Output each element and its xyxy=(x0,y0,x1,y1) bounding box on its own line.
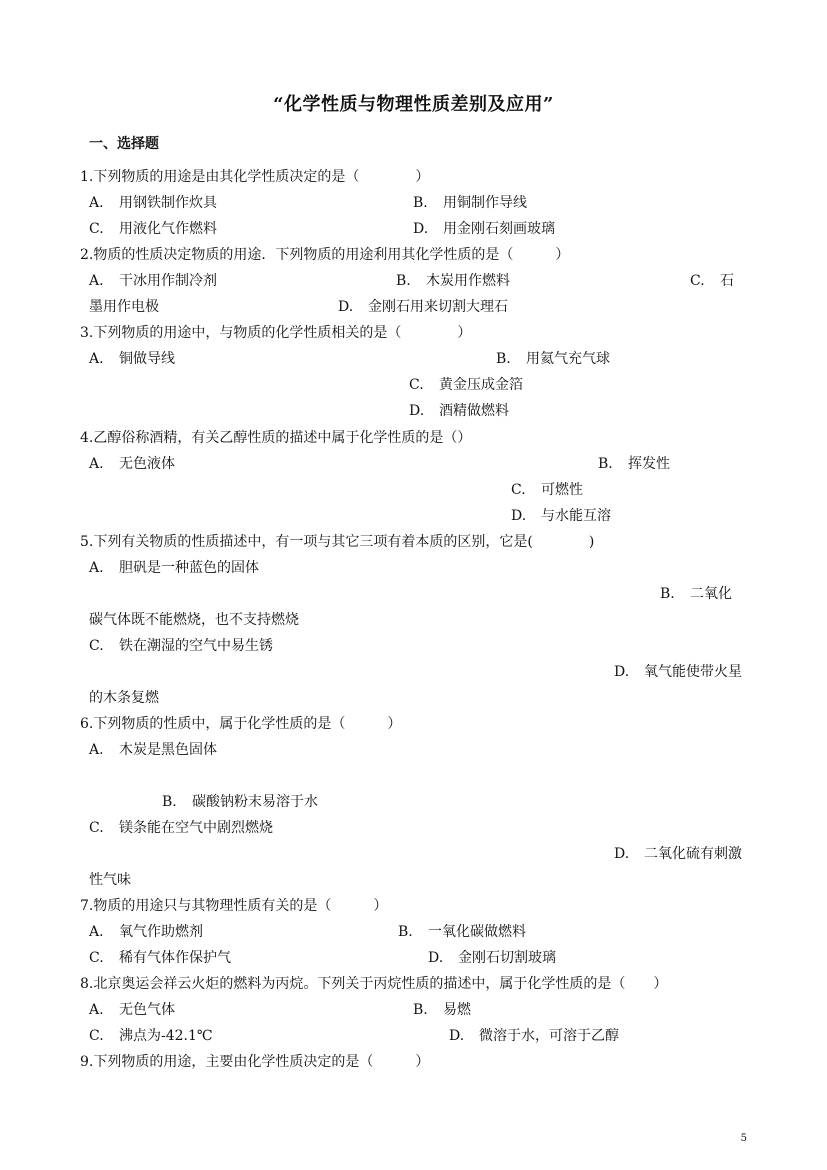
option-letter: B. xyxy=(413,195,428,211)
option-text: 用液化气作燃料 xyxy=(119,221,217,237)
option-letter: A. xyxy=(89,742,104,758)
option-letter: D. xyxy=(428,950,444,966)
q2-option-d[interactable] xyxy=(338,298,508,316)
option-letter: C. xyxy=(89,638,104,654)
option-text: 黄金压成金箔 xyxy=(439,377,523,393)
option-letter: D. xyxy=(409,403,425,419)
q2-option-b[interactable] xyxy=(396,272,510,290)
q5-option-d-continued: 的木条复燃 xyxy=(89,690,159,706)
document-title: “化学性质与物理性质差别及应用” xyxy=(273,94,554,115)
option-letter: C. xyxy=(89,950,104,966)
option-text: 金刚石用来切割大理石 xyxy=(368,299,508,315)
q5-option-b[interactable] xyxy=(660,585,732,603)
q3-option-d[interactable] xyxy=(409,402,509,420)
q8-option-c[interactable] xyxy=(89,1027,213,1045)
option-text: 干冰用作制冷剂 xyxy=(119,273,217,289)
q8-option-b[interactable] xyxy=(413,1001,471,1019)
option-text: 氧气作助燃剂 xyxy=(119,924,203,940)
q1-option-d[interactable] xyxy=(413,220,555,238)
option-letter: B. xyxy=(413,1002,428,1018)
question-2-stem: 2.物质的性质决定物质的用途．下列物质的用途利用其化学性质的是（ ） xyxy=(80,247,570,263)
q4-option-b[interactable] xyxy=(598,455,670,473)
option-text: 与水能互溶 xyxy=(541,508,611,524)
q5-option-a[interactable] xyxy=(89,559,259,577)
q6-option-c[interactable] xyxy=(89,819,273,837)
option-text: 易燃 xyxy=(443,1002,471,1018)
option-letter: A. xyxy=(89,924,104,940)
question-8-stem: 8.北京奥运会祥云火炬的燃料为丙烷。下列关于丙烷性质的描述中，属于化学性质的是（ ） xyxy=(80,976,668,992)
option-letter: B. xyxy=(660,586,675,602)
question-3-stem: 3.下列物质的用途中，与物质的化学性质相关的是（ ） xyxy=(80,325,472,341)
option-letter: A. xyxy=(89,456,104,472)
q6-option-b[interactable] xyxy=(162,793,318,811)
option-text: 金刚石切割玻璃 xyxy=(458,950,556,966)
q6-option-d[interactable] xyxy=(614,845,742,863)
option-text: 酒精做燃料 xyxy=(439,403,509,419)
q4-option-d[interactable] xyxy=(511,507,611,525)
option-text: 铜做导线 xyxy=(119,351,175,367)
option-letter: D. xyxy=(413,221,429,237)
q7-option-c[interactable] xyxy=(89,949,231,967)
q6-option-a[interactable] xyxy=(89,741,217,759)
question-7-stem: 7.物质的用途只与其物理性质有关的是（ ） xyxy=(80,898,388,914)
q2-option-c[interactable] xyxy=(690,272,734,290)
option-text: 二氧化 xyxy=(690,586,732,602)
option-text: 用钢铁制作炊具 xyxy=(119,195,217,211)
q2-option-a[interactable] xyxy=(89,272,217,290)
option-text: 胆矾是一种蓝色的固体 xyxy=(119,560,259,576)
option-letter: B. xyxy=(396,273,411,289)
q8-option-d[interactable] xyxy=(449,1027,619,1045)
option-text: 碳酸钠粉末易溶于水 xyxy=(192,794,318,810)
option-letter: B. xyxy=(162,794,177,810)
question-5-stem: 5.下列有关物质的性质描述中，有一项与其它三项有着本质的区别，它是( ) xyxy=(80,534,595,550)
option-letter: D. xyxy=(614,664,630,680)
q3-option-c[interactable] xyxy=(409,376,523,394)
option-text: 用金刚石刻画玻璃 xyxy=(443,221,555,237)
option-text: 无色气体 xyxy=(119,1002,175,1018)
q7-option-d[interactable] xyxy=(428,949,556,967)
option-text: 二氧化硫有刺激 xyxy=(644,846,742,862)
q3-option-a[interactable] xyxy=(89,350,175,368)
option-text: 用氦气充气球 xyxy=(526,351,610,367)
option-letter: B. xyxy=(598,456,613,472)
option-text: 一氧化碳做燃料 xyxy=(428,924,526,940)
q7-option-a[interactable] xyxy=(89,923,203,941)
option-letter: B. xyxy=(398,924,413,940)
option-letter: A. xyxy=(89,195,104,211)
question-6-stem: 6.下列物质的性质中，属于化学性质的是（ ） xyxy=(80,716,402,732)
q5-option-c[interactable] xyxy=(89,637,273,655)
option-text: 氧气能使带火星 xyxy=(644,664,742,680)
option-letter: C. xyxy=(511,482,526,498)
question-4-stem: 4.乙醇俗称酒精，有关乙醇性质的描述中属于化学性质的是（） xyxy=(80,430,472,446)
option-letter: D. xyxy=(338,299,354,315)
option-text: 木炭用作燃料 xyxy=(426,273,510,289)
option-letter: C. xyxy=(409,377,424,393)
question-1-stem: 1.下列物质的用途是由其化学性质决定的是（ ） xyxy=(80,169,430,185)
option-text: 木炭是黑色固体 xyxy=(119,742,217,758)
q7-option-b[interactable] xyxy=(398,923,526,941)
option-letter: C. xyxy=(89,221,104,237)
option-letter: B. xyxy=(496,351,511,367)
option-letter: D. xyxy=(614,846,630,862)
option-text: 镁条能在空气中剧烈燃烧 xyxy=(119,820,273,836)
option-text: 沸点为-42.1℃ xyxy=(119,1028,213,1044)
q1-option-c[interactable] xyxy=(89,220,217,238)
option-text: 铁在潮湿的空气中易生锈 xyxy=(119,638,273,654)
q1-option-a[interactable] xyxy=(89,194,217,212)
page-number: 5 xyxy=(740,1133,747,1144)
option-letter: D. xyxy=(511,508,527,524)
option-letter: A. xyxy=(89,351,104,367)
option-text: 稀有气体作保护气 xyxy=(119,950,231,966)
option-text: 石 xyxy=(720,273,734,289)
option-text: 微溶于水，可溶于乙醇 xyxy=(479,1028,619,1044)
q5-option-b-continued: 碳气体既不能燃烧，也不支持燃烧 xyxy=(89,612,299,628)
option-letter: C. xyxy=(690,273,705,289)
q2-option-c-continued: 墨用作电极 xyxy=(89,299,159,315)
q4-option-c[interactable] xyxy=(511,481,583,499)
q8-option-a[interactable] xyxy=(89,1001,175,1019)
q5-option-d[interactable] xyxy=(614,663,742,681)
option-letter: D. xyxy=(449,1028,465,1044)
option-text: 挥发性 xyxy=(628,456,670,472)
q3-option-b[interactable] xyxy=(496,350,610,368)
option-text: 无色液体 xyxy=(119,456,175,472)
q6-option-d-continued: 性气味 xyxy=(89,872,131,888)
option-letter: C. xyxy=(89,1028,104,1044)
option-letter: A. xyxy=(89,560,104,576)
option-text: 可燃性 xyxy=(541,482,583,498)
q1-option-b[interactable] xyxy=(413,194,527,212)
option-letter: C. xyxy=(89,820,104,836)
section-heading: 一、选择题 xyxy=(89,136,159,152)
option-text: 用铜制作导线 xyxy=(443,195,527,211)
question-9-stem: 9.下列物质的用途，主要由化学性质决定的是（ ） xyxy=(80,1054,430,1070)
option-letter: A. xyxy=(89,1002,104,1018)
option-letter: A. xyxy=(89,273,104,289)
q4-option-a[interactable] xyxy=(89,455,175,473)
